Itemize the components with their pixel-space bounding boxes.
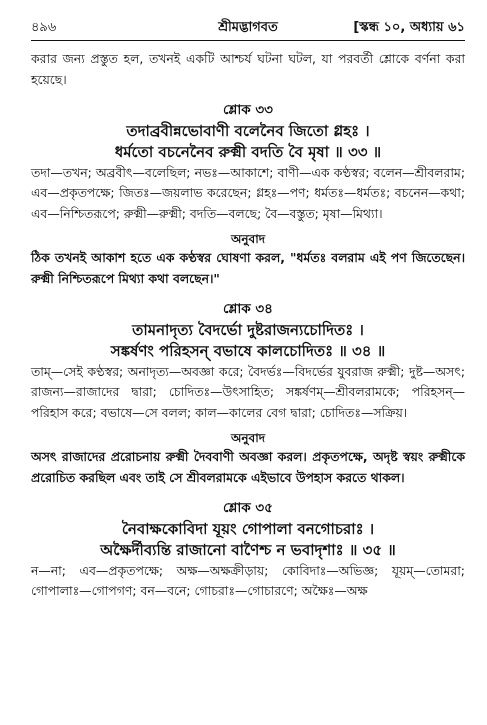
running-title: শ্রীমদ্ভাগবত bbox=[218, 20, 278, 35]
intro-paragraph: করার জন্য প্রস্তুত হল, তখনই একটি আশ্চর্য ঘটনা ঘটল, যা পরবর্তী শ্লোকে বর্ণনা করা হয়েছে। bbox=[31, 51, 465, 87]
header-rule bbox=[31, 40, 465, 41]
page-header bbox=[31, 18, 465, 38]
shloka-33-anuvad-title: অনুবাদ bbox=[230, 232, 266, 246]
shloka-34-anuvad-title: অনুবাদ bbox=[230, 431, 266, 445]
page-number: ৪৯৬ bbox=[31, 20, 57, 35]
shloka-33-line-1: তদাব্রবীন্নভোবাণী বলেনৈব জিতো গ্লহঃ । bbox=[126, 121, 370, 140]
shloka-33-translation: ঠিক তখনই আকাশ হতে এক কণ্ঠস্বর ঘোষণা করল, "ধর্মতঃ বলরাম এই পণ জিতেছেন। রুক্মী নিশ্চিতরূপে মিথ্যা কথা বলছেন।" bbox=[31, 250, 465, 286]
shloka-33-line-2: ধর্মতো বচনেনৈব রুক্মী বদতি বৈ মৃষা ॥ ৩৩ ॥ bbox=[114, 142, 382, 161]
shloka-34-title: শ্লোক ৩৪ bbox=[223, 301, 273, 317]
shloka-35-title: শ্লোক ৩৫ bbox=[223, 500, 273, 516]
shloka-34-word-meaning: তাম্—সেই কণ্ঠস্বর; অনাদৃত্য—অবজ্ঞা করে; বৈদর্ভঃ—বিদর্ভের যুবরাজ রুক্মী; দুষ্ট—অসৎ; রাজন্য—রাজাদের দ্বারা; চোদিতঃ—উৎসাহিত; সঙ্কর্ষণম্—শ্রীবলরামকে; পরিহসন্—পরিহাস করে; বভাষে—সে বলল; কাল—কালের বেগ দ্বারা; চোদিতঃ—সক্রিয়। bbox=[31, 363, 465, 420]
shloka-34-line-2: সঙ্কর্ষণং পরিহসন্ বভাষে কালচোদিতঃ ॥ ৩৪ ॥ bbox=[110, 341, 386, 360]
shloka-35-line-1: নৈবাক্ষকোবিদা যূয়ং গোপালা বনগোচরাঃ । bbox=[121, 519, 375, 538]
chapter-reference: [স্কন্ধ ১০, অধ্যায় ৬১ bbox=[353, 20, 465, 35]
shloka-33-word-meaning: তদা—তখন; অব্রবীৎ—বলেছিল; নভঃ—আকাশে; বাণী—এক কণ্ঠস্বর; বলেন—শ্রীবলরাম; এব—প্রকৃতপক্ষে; জিতঃ—জয়লাভ করেছেন; গ্লহঃ—পণ; ধর্মতঃ—ধর্মতঃ; বচনেন—কথা; এব—নিশ্চিতরূপে; রুক্মী—রুক্মী; বদতি—বলছে; বৈ—বস্তুত; মৃষা—মিথ্যা। bbox=[31, 164, 465, 221]
shloka-34-line-1: তামনাদৃত্য বৈদর্ভো দুষ্টরাজন্যচোদিতঃ । bbox=[132, 320, 364, 339]
page-content bbox=[31, 49, 465, 602]
shloka-35-word-meaning: ন—না; এব—প্রকৃতপক্ষে; অক্ষ—অক্ষক্রীড়ায়; কোবিদাঃ—অভিজ্ঞ; যূয়ম্—তোমরা; গোপালাঃ—গোপগণ; বন—বনে; গোচরাঃ—গোচারণে; অক্ষৈঃ—অক্ষ bbox=[31, 562, 465, 598]
shloka-34-translation: অসৎ রাজাদের প্ররোচনায় রুক্মী দৈববাণী অবজ্ঞা করল। প্রকৃতপক্ষে, অদৃষ্ট স্বয়ং রুক্মীকে প্ররোচিত করছিল এবং তাই সে শ্রীবলরামকে এইভাবে উপহাস করতে থাকল। bbox=[31, 449, 465, 485]
shloka-35-line-2: অক্ষৈর্দীব্যন্তি রাজানো বাণৈশ্চ ন ভবাদৃশাঃ ॥ ৩৫ ॥ bbox=[100, 540, 396, 559]
shloka-33-title: শ্লোক ৩৩ bbox=[223, 102, 273, 118]
